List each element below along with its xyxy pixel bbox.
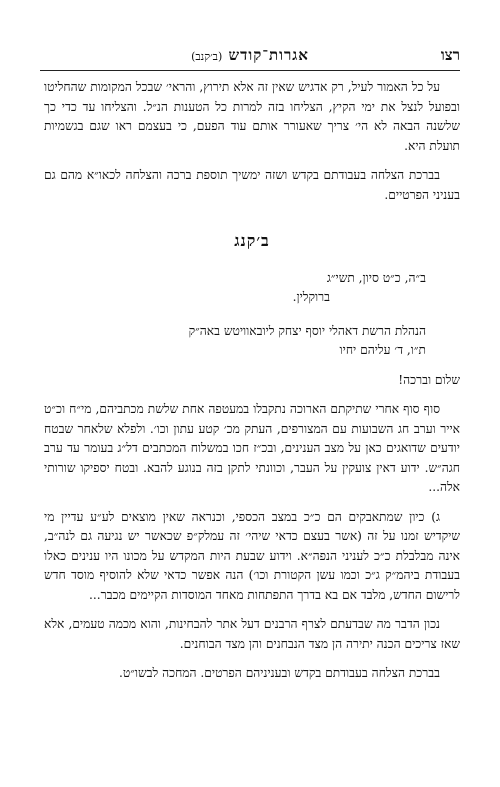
book-title: אגרות־קודש: [228, 46, 309, 64]
prev-letter-closing: בברכת הצלחה בעבודתם בקדש ושזה ימשיך תוספת ברכה והצלחה לכאו״א מהם גם בעניני הפרטיים.: [44, 168, 460, 202]
letter-closing: בברכת הצלחה בעבודתם בקדש ובעניניהם הפרטים. המחכה לבשו״ט.: [119, 666, 440, 680]
header-rule: [40, 70, 460, 71]
letter-paragraph: סוף סוף אחרי שתיקתם הארוכה נתקבלו במעטפה אחת שלשת מכתביהם, מי״ח וכ״ט אייר וערב חג השבועות עם המצורפים, העתק מכ׳ קטע עתון וכו׳. ולפלא שלאחר שבטח יודעים שדואגים כאן על מצב הענינים, ובכ״ז חכו במשלוח המכתבים דל״ג בעומר עד ערב חגה״ש. ידוע דאין צועקין על העבר, וכוונתי לתקן בזה בנוגע להבא. ובטח יספיקו שורותי אלה...: [44, 402, 460, 494]
book-title-sub: (ב׳קנב): [191, 50, 223, 63]
running-header: [40, 46, 460, 66]
letter-addressee: הנהלת הרשת דאהלי יוסף יצחק ליובאוויטש באה״ק: [188, 323, 426, 338]
letter-date: ב״ה, כ״ט סיון, תשי״ג: [326, 270, 426, 285]
page-number: רצו: [440, 46, 460, 64]
running-title: [40, 46, 460, 65]
letter-paragraph: נכון הדבר מה שבדעתם לצרף הרבנים דעל אתר להבחינות, והוא מכמה טעמים, אלא שאז צריכים הכנה יתירה הן מצד הנבחנים והן מצד הבוחנים.: [44, 617, 460, 651]
letter-paragraph: ג) כיון שמתאבקים הם כ״כ במצב הכספי, וכנראה שאין מוצאים לע״ע עדיין מי שיקדיש זמנו על זה (אשר בעצם כדאי שיהי׳ זה עמלק״פ שכאשר יש נגיעה גם לנה״ב, אינה מבלבלת כ״כ לעניני הנפה״א. וידוע שבעת היות המקדש על מכונו היו ענינים כאלו בעבודת ביהמ״ק ג״כ וכמו עשן הקטורת וכו׳) הנה אפשר כדאי שלא להוסיף מוסד חדש לרישום החדש, מלבד אם בא בדרך התפתחות מאחד המוסדות הקיימים מכבר...: [44, 509, 460, 602]
prev-letter-paragraph: על כל האמור לעיל, רק אדגיש שאין זה אלא תירוץ, והראי׳ שבכל המקומות שהחליטו ובפועל לנצל את ימי הקיץ, הצליחו בזה למרות כל הטענות הנ״ל. והצליחו עד כדי כך שלשנה הבאה לא הי׳ צריך שאעורר אותם עוד הפעם, כי בעצמם ראו שגם בגשמיות תועלת היא.: [44, 80, 460, 153]
letter-number: ב׳קנג: [234, 231, 270, 250]
letter-addressee-line2: ת״ו, ד׳ עליהם יחיו: [339, 343, 426, 357]
page-body: [44, 78, 460, 684]
letter-location: ברוקלין.: [292, 290, 330, 304]
letter-greeting: שלום וברכה!: [398, 372, 460, 387]
